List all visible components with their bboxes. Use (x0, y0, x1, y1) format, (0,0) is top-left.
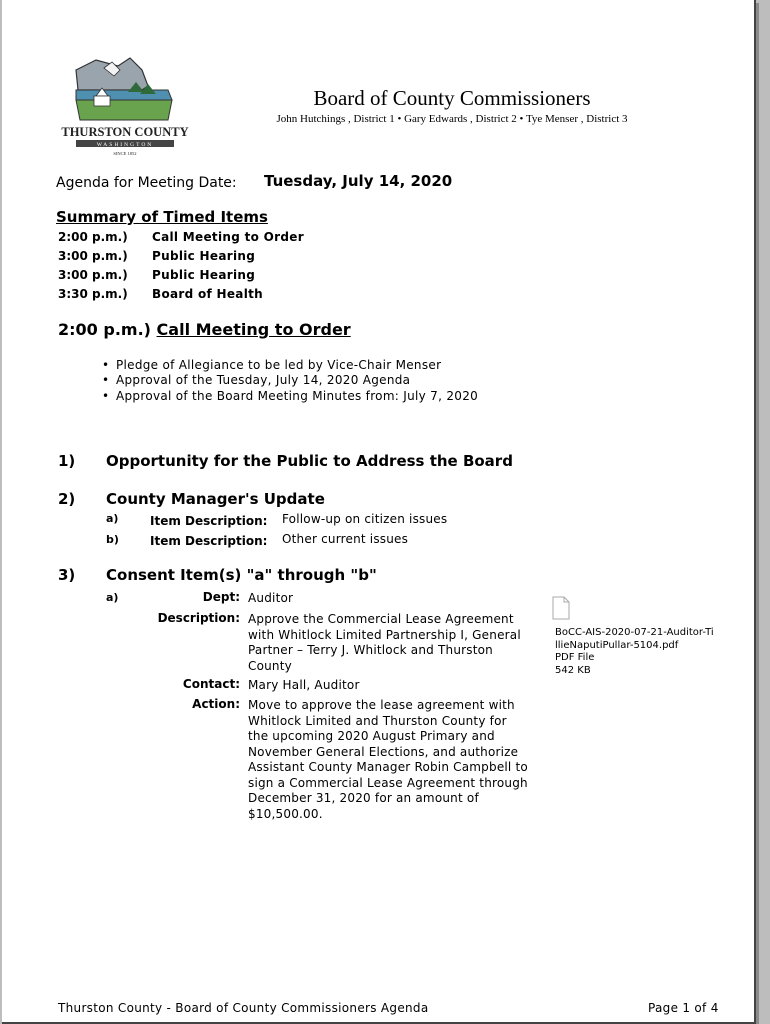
bullet-icon: • (102, 373, 110, 387)
item-description-label: Item Description: (150, 534, 268, 548)
dept-value: Auditor (248, 591, 294, 605)
item-description-label: Item Description: (150, 514, 268, 528)
timed-item-time: 3:00 p.m.) (58, 249, 128, 263)
contact-label: Contact: (182, 677, 240, 691)
call-to-order-title: Call Meeting to Order (156, 320, 351, 339)
section-title: Opportunity for the Public to Address the Board (106, 452, 513, 470)
timed-item-time: 2:00 p.m.) (58, 230, 128, 244)
attachment-info[interactable] (555, 627, 715, 677)
timed-item-name: Public Hearing (152, 268, 256, 282)
description-label: Description: (157, 611, 240, 625)
list-item (102, 389, 478, 403)
item-letter: a) (106, 512, 119, 525)
call-to-order-time: 2:00 p.m.) (58, 320, 151, 339)
timed-item-time: 3:00 p.m.) (58, 268, 128, 282)
bullet-text: Pledge of Allegiance to be led by Vice-Chair Menser (116, 358, 442, 372)
section-number: 1) (58, 452, 76, 470)
contact-value: Mary Hall, Auditor (248, 678, 360, 692)
list-item (102, 358, 441, 372)
description-value: Approve the Commercial Lease Agreement with Whitlock Limited Partnership I, General Partner – Terry J. Whitlock and Thurston County (248, 612, 521, 673)
bullet-text: Approval of the Board Meeting Minutes from: July 7, 2020 (116, 389, 479, 403)
timed-item-time: 3:30 p.m.) (58, 287, 128, 301)
timed-item-name: Public Hearing (152, 249, 256, 263)
section-title: County Manager's Update (106, 490, 325, 508)
timed-item-name: Board of Health (152, 287, 263, 301)
footer-title: Thurston County - Board of County Commissioners Agenda (58, 1001, 429, 1015)
logo-state: WASHINGTON (96, 142, 154, 148)
attachment-size: 542 KB (555, 664, 591, 676)
logo-since: SINCE 1852 (113, 151, 137, 156)
item-description: Follow-up on citizen issues (282, 512, 448, 526)
action-value: Move to approve the lease agreement with Whitlock Limited and Thurston County for the upcoming 2020 August Primary and November General Elections, and authorize Assistant County Manager Robin Campbell to sign a Commercial Lease Agreement through December 31, 2020 for an amount of $10,500.00. (248, 698, 528, 821)
attachment-type: PDF File (555, 652, 595, 663)
item-letter: a) (106, 591, 119, 604)
bullet-icon: • (102, 389, 110, 403)
item-letter: b) (106, 533, 119, 546)
pdf-file-icon[interactable] (552, 596, 570, 620)
agenda-date-label: Agenda for Meeting Date: (56, 175, 237, 191)
agenda-date: Tuesday, July 14, 2020 (264, 172, 453, 190)
page-number: Page 1 of 4 (648, 1001, 719, 1015)
summary-heading: Summary of Timed Items (56, 208, 268, 226)
dept-label: Dept: (202, 590, 240, 604)
section-number: 3) (58, 566, 76, 584)
bullet-icon: • (102, 358, 110, 372)
item-description: Other current issues (282, 532, 409, 546)
action-label: Action: (192, 697, 240, 711)
timed-item-name: Call Meeting to Order (152, 230, 304, 244)
call-to-order-heading (58, 320, 351, 339)
section-number: 2) (58, 490, 76, 508)
list-item (102, 373, 410, 387)
agenda-page (2, 0, 756, 1024)
board-members: John Hutchings , District 1 • Gary Edwards , District 2 • Tye Menser , District 3 (276, 113, 628, 125)
bullet-text: Approval of the Tuesday, July 14, 2020 Agenda (116, 373, 411, 387)
section-title: Consent Item(s) "a" through "b" (106, 566, 377, 584)
logo-county-name: THURSTON COUNTY (61, 125, 189, 139)
board-title: Board of County Commissioners (313, 86, 591, 110)
attachment-filename[interactable]: BoCC-AIS-2020-07-21-Auditor-TillieNaputiPullar-5104.pdf (555, 627, 714, 651)
